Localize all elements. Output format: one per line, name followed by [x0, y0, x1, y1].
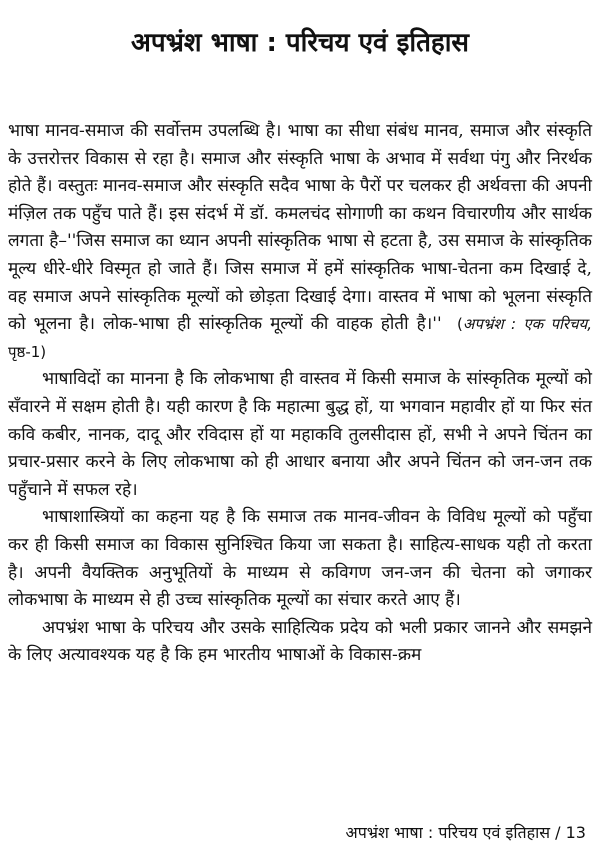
paragraph-1-text: भाषा मानव-समाज की सर्वोत्तम उपलब्धि है। भाषा का सीधा संबंध मानव, समाज और संस्कृति के उत्तरोत्तर विकास से रहा है। समाज और संस्कृति भाषा के अभाव में सर्वथा पंगु और निरर्थक होते हैं। वस्तुतः मानव-समाज और संस्कृति सदैव भाषा के पैरों पर चलकर ही अर्थवत्ता की अपनी मंज़िल तक पहुँच पाते हैं। इस संदर्भ में डॉ. कमलचंद सोगाणी का कथन विचारणीय और सार्थक लगता है–''जिस समाज का ध्यान अपनी सांस्कृतिक भाषा से हटता है, उस समाज के सांस्कृतिक मूल्य धीरे-धीरे विस्मृत हो जाते हैं। जिस समाज में हमें सांस्कृतिक भाषा-चेतना कम दिखाई दे, वह समाज अपने सांस्कृतिक मूल्यों को छोड़ता दिखाई देगा। वास्तव में भाषा को भूलना संस्कृति को भूलना है। लोक-भाषा ही सांस्कृतिक मूल्यों की वाहक होती है।'' — [8, 121, 592, 335]
page-title: अपभ्रंश भाषा : परिचय एवं इतिहास — [130, 28, 470, 58]
paragraph-1 — [8, 118, 592, 366]
paragraph-3: भाषाशास्त्रियों का कहना यह है कि समाज तक मानव-जीवन के विविध मूल्यों को पहुँचा कर ही किसी समाज का विकास सुनिश्चित किया जा सकता है। साहित्य-साधक यही तो करता है। अपनी वैयक्तिक अनुभूतियों के माध्यम से कविगण जन-जन की चेतना को जगाकर लोकभाषा के माध्यम से ही उच्च सांस्कृतिक मूल्यों का संचार करते आए हैं। — [8, 507, 592, 611]
body-text — [8, 118, 592, 670]
paragraph-2: भाषाविदों का मानना है कि लोकभाषा ही वास्तव में किसी समाज के सांस्कृतिक मूल्यों को सँवारने में सक्षम होती है। यही कारण है कि महात्मा बुद्ध हों, या भगवान महावीर हों या फिर संत कवि कबीर, नानक, दादू और रविदास हों या महाकवि तुलसीदास हों, सभी ने अपने चिंतन का प्रचार-प्रसार करने के लिए लोकभाषा को ही आधार बनाया और अपने चिंतन को जन-जन तक पहुँचाने में सफल रहे। — [8, 369, 592, 500]
citation-open: ( — [457, 315, 463, 334]
running-footer: अपभ्रंश भाषा : परिचय एवं इतिहास / 13 — [345, 823, 586, 842]
citation-title: अपभ्रंश : एक परिचय, — [462, 315, 592, 334]
paragraph-4: अपभ्रंश भाषा के परिचय और उसके साहित्यिक प्रदेय को भली प्रकार जानने और समझने के लिए अत्यावश्यक यह है कि हम भारतीय भाषाओं के विकास-क्रम — [8, 617, 592, 666]
citation-page: पृष्ठ-1) — [8, 342, 47, 361]
